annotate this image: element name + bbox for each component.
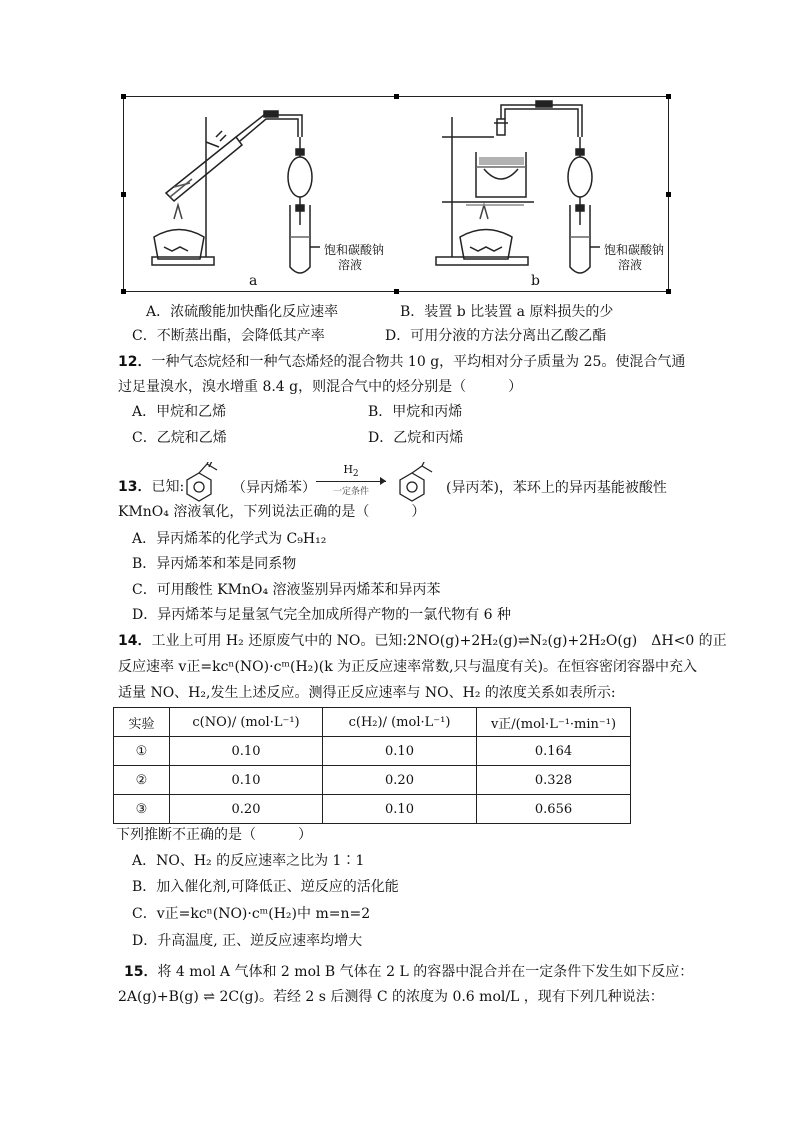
q13-option-c: C．可用酸性 KMnO₄ 溶液鉴别异丙烯苯和异丙苯 (132, 582, 441, 598)
table-cell: ③ (114, 795, 170, 824)
table-row (114, 766, 631, 795)
q15-stem-line1: 15．将 4 mol A 气体和 2 mol B 气体在 2 L 的容器中混合并在一定条件下发生如下反应： (124, 964, 694, 980)
figure-label-b: b (531, 273, 540, 289)
isopropylbenzene-structure (398, 462, 446, 504)
q12-option-d: D．乙烷和丙烯 (368, 430, 464, 446)
q13-name2: (异丙苯)，苯环上的异丙基能被酸性 (446, 480, 667, 496)
q12-option-c: C．乙烷和乙烯 (132, 430, 227, 446)
table-header: v正/(mol·L⁻¹·min⁻¹) (477, 708, 631, 737)
alcohol-lamp-b (460, 230, 512, 260)
q15-stem-line2: 2A(g)+B(g) ⇌ 2C(g)。若经 2 s 后测得 C 的浓度为 0.6 mol/L ，现有下列几种说法： (118, 989, 664, 1005)
q13-stem-line2: KMnO₄ 溶液氧化，下列说法正确的是（ ） (118, 504, 426, 520)
table-cell: 0.10 (323, 737, 477, 766)
apparatus-figure (123, 96, 669, 292)
q13-name1: （异丙烯苯） (232, 480, 316, 496)
q12-number: 12． (118, 354, 152, 370)
q12-option-b: B．甲烷和丙烯 (368, 404, 463, 420)
solution-label-b-line2: 溶液 (618, 258, 643, 272)
q14-stem-line2: 反应速率 v正=kcⁿ(NO)·cᵐ(H₂)(k 为正反应速率常数,只与温度有关)。在恒容密闭容器中充入 (118, 659, 698, 675)
q14-option-c: C．v正=kcⁿ(NO)·cᵐ(H₂)中 m=n=2 (132, 906, 371, 922)
q11-option-c: C．不断蒸出酯，会降低其产率 (132, 328, 325, 344)
delivery-tube-b (501, 105, 582, 137)
q14-option-d: D．升高温度, 正、逆反应速率均增大 (132, 933, 363, 949)
q12-option-a: A．甲烷和乙烯 (132, 404, 227, 420)
q14-stem-line1: 14．工业上可用 H₂ 还原废气中的 NO。已知:2NO(g)+2H₂(g)⇌N₂(g)+2H₂O(g) ΔH<0 的正 (118, 633, 727, 649)
reaction-arrow (316, 481, 386, 482)
alcohol-lamp-a (154, 230, 204, 260)
safety-bulb-a (288, 157, 312, 197)
table-cell: ① (114, 737, 170, 766)
q14-after-table: 下列推断不正确的是（ ） (116, 827, 312, 843)
q14-option-a: A．NO、H₂ 的反应速率之比为 1∶1 (132, 853, 365, 869)
table-cell: 0.328 (477, 766, 631, 795)
q13-option-a: A．异丙烯苯的化学式为 C₉H₁₂ (132, 531, 327, 547)
figure-label-a: a (249, 273, 258, 289)
table-header: c(H₂)/ (mol·L⁻¹) (323, 708, 477, 737)
safety-bulb-b (568, 157, 592, 197)
q12-stem-line1: 12．一种气态烷烃和一种气态烯烃的混合物共 10 g，平均相对分子质量为 25。使混合气通 (118, 354, 686, 370)
q14-option-b: B．加入催化剂,可降低正、逆反应的活化能 (132, 879, 399, 895)
q13-option-d: D．异丙烯苯与足量氢气完全加成所得产物的一氯代物有 6 种 (132, 607, 512, 623)
q15-number: 15． (124, 964, 158, 980)
q14-number: 14． (118, 633, 152, 649)
table-cell: 0.656 (477, 795, 631, 824)
q14-stem-line3: 适量 NO、H₂,发生上述反应。测得正反应速率与 NO、H₂ 的浓度关系如表所示: (118, 685, 616, 701)
table-header: c(NO)/ (mol·L⁻¹) (170, 708, 323, 737)
q11-option-d: D．可用分液的方法分离出乙酸乙酯 (385, 328, 607, 344)
solution-label-a-line2: 溶液 (338, 258, 363, 272)
table-cell: 0.20 (323, 766, 477, 795)
table-cell: 0.10 (323, 795, 477, 824)
table-header-row (114, 708, 631, 737)
stand-base-b (436, 257, 528, 265)
solution-label-a: 饱和碳酸钠 (324, 243, 385, 257)
table-header: 实验 (114, 708, 170, 737)
q12-stem-line2: 过足量溴水，溴水增重 8.4 g，则混合气中的烃分别是（ ） (118, 379, 523, 395)
q13-arrow-top: $H_2$ (343, 463, 359, 480)
table-row (114, 737, 631, 766)
flask-neck-b (497, 119, 505, 135)
table-cell: 0.164 (477, 737, 631, 766)
table-cell: ② (114, 766, 170, 795)
table-cell: 0.10 (170, 766, 323, 795)
apparatus-drawing (124, 97, 668, 291)
stand-base-a (152, 257, 214, 265)
solution-label-b: 饱和碳酸钠 (604, 243, 665, 257)
isopropenylbenzene-structure (185, 462, 233, 504)
q13-option-b: B．异丙烯苯和苯是同系物 (132, 556, 297, 572)
table-cell: 0.20 (170, 795, 323, 824)
q13-arrow-bottom: 一定条件 (332, 487, 369, 497)
rate-data-table (113, 707, 631, 824)
q11-option-b: B．装置 b 比装置 a 原料损失的少 (400, 304, 614, 320)
q11-option-a: A．浓硫酸能加快酯化反应速率 (146, 304, 339, 320)
q13-stem-line1: 13．已知: (118, 479, 185, 495)
table-row (114, 795, 631, 824)
q13-number: 13． (118, 479, 152, 495)
table-cell: 0.10 (170, 737, 323, 766)
